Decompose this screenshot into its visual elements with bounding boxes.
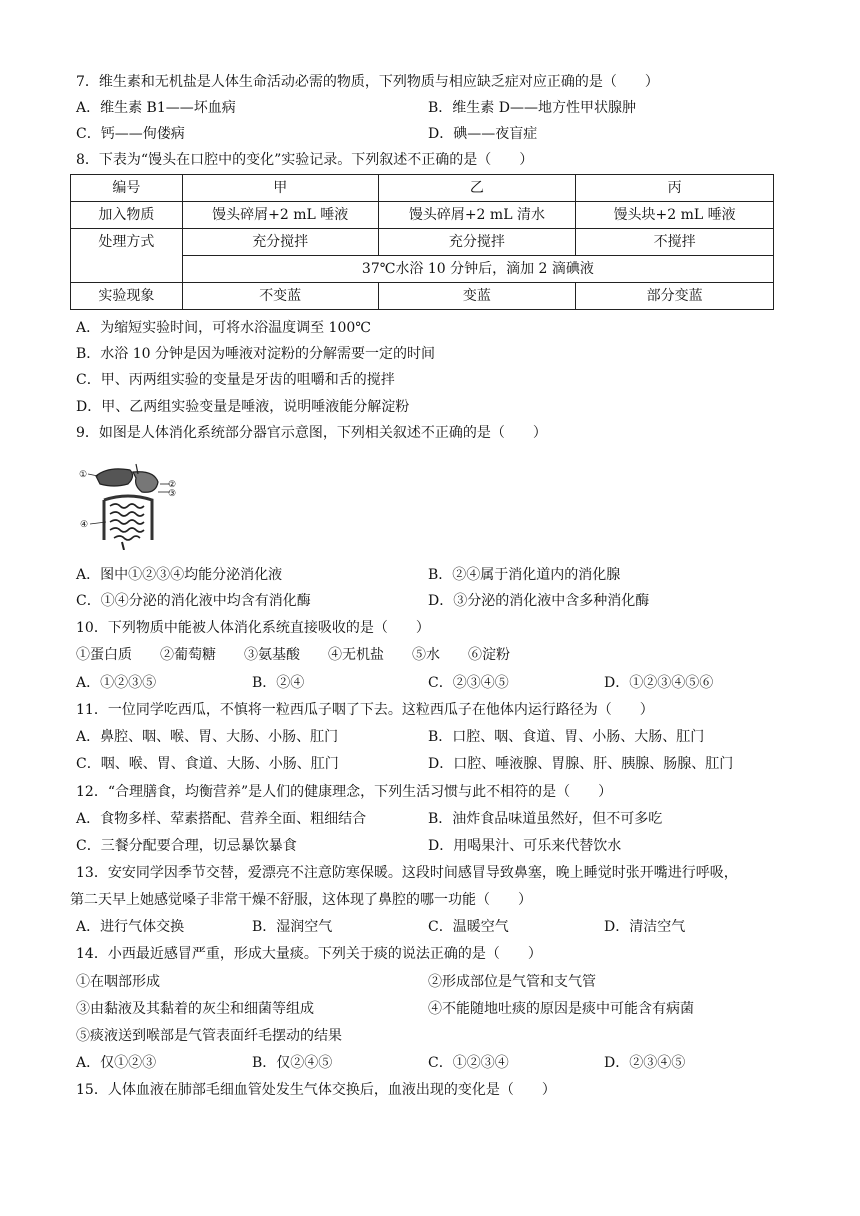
- digestive-system-figure: [78, 462, 178, 550]
- table-row: [71, 229, 774, 256]
- q7-option-d: D．碘——夜盲症: [428, 126, 538, 142]
- table-row: [71, 175, 774, 202]
- q11-option-d: D．口腔、唾液腺、胃腺、肝、胰腺、肠腺、肛门: [428, 756, 734, 772]
- table-row: [71, 202, 774, 229]
- q13-option-a: A．进行气体交换: [76, 919, 185, 935]
- q9-option-a: A．图中①②③④均能分泌消化液: [76, 567, 283, 583]
- table-cell: 不变蓝: [182, 283, 378, 310]
- q7-option-b: B．维生素 D——地方性甲状腺肿: [428, 100, 636, 116]
- q14-statement-1: ①在咽部形成: [76, 974, 160, 990]
- table-cell: 处理方式: [71, 229, 183, 283]
- table-cell: 部分变蓝: [576, 283, 774, 310]
- q13-option-d: D．清洁空气: [604, 919, 686, 935]
- table-cell: 变蓝: [378, 283, 576, 310]
- q10-option-c: C．②③④⑤: [428, 675, 509, 691]
- q11-stem: 11．一位同学吃西瓜，不慎将一粒西瓜子咽了下去。这粒西瓜子在他体内运行路径为（ ）: [76, 702, 654, 718]
- q15-stem: 15．人体血液在肺部毛细血管处发生气体交换后，血液出现的变化是（ ）: [76, 1082, 556, 1098]
- q14-statement-5: ⑤痰液送到喉部是气管表面纤毛摆动的结果: [76, 1028, 342, 1044]
- q13-option-b: B．湿润空气: [252, 919, 333, 935]
- q7-option-c: C．钙——佝偻病: [76, 126, 185, 142]
- q10-items: ①蛋白质 ②葡萄糖 ③氨基酸 ④无机盐 ⑤水 ⑥淀粉: [76, 647, 510, 663]
- q7-option-a: A．维生素 B1——坏血病: [76, 100, 236, 116]
- table-header-yi: 乙: [378, 175, 576, 202]
- q14-stem: 14．小西最近感冒严重，形成大量痰。下列关于痰的说法正确的是（ ）: [76, 946, 542, 962]
- q10-option-a: A．①②③⑤: [76, 675, 157, 691]
- q8-stem: 8．下表为“馒头在口腔中的变化”实验记录。下列叙述不正确的是（ ）: [76, 152, 534, 168]
- q8-option-d: D．甲、乙两组实验变量是唾液，说明唾液能分解淀粉: [76, 399, 410, 415]
- figure-label-2: ②: [168, 480, 177, 490]
- q8-option-c: C．甲、丙两组实验的变量是牙齿的咀嚼和舌的搅拌: [76, 372, 395, 388]
- figure-label-3: ③: [168, 489, 177, 499]
- q11-option-a: A．鼻腔、咽、喉、胃、大肠、小肠、肛门: [76, 729, 339, 745]
- q13-stem-line1: 13．安安同学因季节交替，爱漂亮不注意防寒保暖。这段时间感冒导致鼻塞，晚上睡觉时张开嘴进行呼吸，: [76, 865, 738, 881]
- q10-option-d: D．①②③④⑤⑥: [604, 675, 714, 691]
- q12-option-d: D．用喝果汁、可乐来代替饮水: [428, 838, 622, 854]
- q13-stem-line2: 第二天早上她感觉嗓子非常干燥不舒服，这体现了鼻腔的哪一功能（ ）: [70, 892, 532, 908]
- q10-option-b: B．②④: [252, 675, 305, 691]
- q11-option-c: C．咽、喉、胃、食道、大肠、小肠、肛门: [76, 756, 339, 772]
- q9-option-c: C．①④分泌的消化液中均含有消化酶: [76, 593, 311, 609]
- table-cell: 馒头碎屑+2 mL 唾液: [182, 202, 378, 229]
- table-cell: 不搅拌: [576, 229, 774, 256]
- q14-statement-3: ③由黏液及其黏着的灰尘和细菌等组成: [76, 1001, 314, 1017]
- q7-stem: 7．维生素和无机盐是人体生命活动必需的物质，下列物质与相应缺乏症对应正确的是（ ）: [76, 74, 659, 90]
- q11-option-b: B．口腔、咽、食道、胃、小肠、大肠、肛门: [428, 729, 705, 745]
- figure-label-4: ④: [80, 520, 89, 530]
- q8-option-a: A．为缩短实验时间，可将水浴温度调至 100℃: [76, 320, 371, 336]
- q8-option-b: B．水浴 10 分钟是因为唾液对淀粉的分解需要一定的时间: [76, 346, 436, 362]
- table-row: [71, 283, 774, 310]
- q14-option-b: B．仅②④⑤: [252, 1055, 333, 1071]
- q9-stem: 9．如图是人体消化系统部分器官示意图，下列相关叙述不正确的是（ ）: [76, 425, 547, 441]
- table-cell: 加入物质: [71, 202, 183, 229]
- table-cell-merged: 37℃水浴 10 分钟后，滴加 2 滴碘液: [182, 256, 773, 283]
- table-cell: 实验现象: [71, 283, 183, 310]
- table-cell: 充分搅拌: [182, 229, 378, 256]
- table-cell: 馒头碎屑+2 mL 清水: [378, 202, 576, 229]
- figure-label-1: ①: [79, 470, 88, 480]
- q12-stem: 12．“合理膳食，均衡营养”是人们的健康理念，下列生活习惯与此不相符的是（ ）: [76, 784, 613, 800]
- q12-option-b: B．油炸食品味道虽然好，但不可多吃: [428, 811, 663, 827]
- q14-option-c: C．①②③④: [428, 1055, 509, 1071]
- table-header-jia: 甲: [182, 175, 378, 202]
- q9-option-b: B．②④属于消化道内的消化腺: [428, 567, 621, 583]
- q10-stem: 10．下列物质中能被人体消化系统直接吸收的是（ ）: [76, 620, 430, 636]
- q14-option-d: D．②③④⑤: [604, 1055, 686, 1071]
- q12-option-c: C．三餐分配要合理，切忌暴饮暴食: [76, 838, 297, 854]
- q14-statement-4: ④不能随地吐痰的原因是痰中可能含有病菌: [428, 1001, 694, 1017]
- q14-statement-2: ②形成部位是气管和支气管: [428, 974, 596, 990]
- experiment-table: [70, 174, 774, 310]
- table-header-bing: 丙: [576, 175, 774, 202]
- q14-option-a: A．仅①②③: [76, 1055, 157, 1071]
- q9-option-d: D．③分泌的消化液中含多种消化酶: [428, 593, 650, 609]
- table-header-label: 编号: [71, 175, 183, 202]
- table-cell: 充分搅拌: [378, 229, 576, 256]
- q13-option-c: C．温暖空气: [428, 919, 509, 935]
- table-cell: 馒头块+2 mL 唾液: [576, 202, 774, 229]
- q12-option-a: A．食物多样、荤素搭配、营养全面、粗细结合: [76, 811, 367, 827]
